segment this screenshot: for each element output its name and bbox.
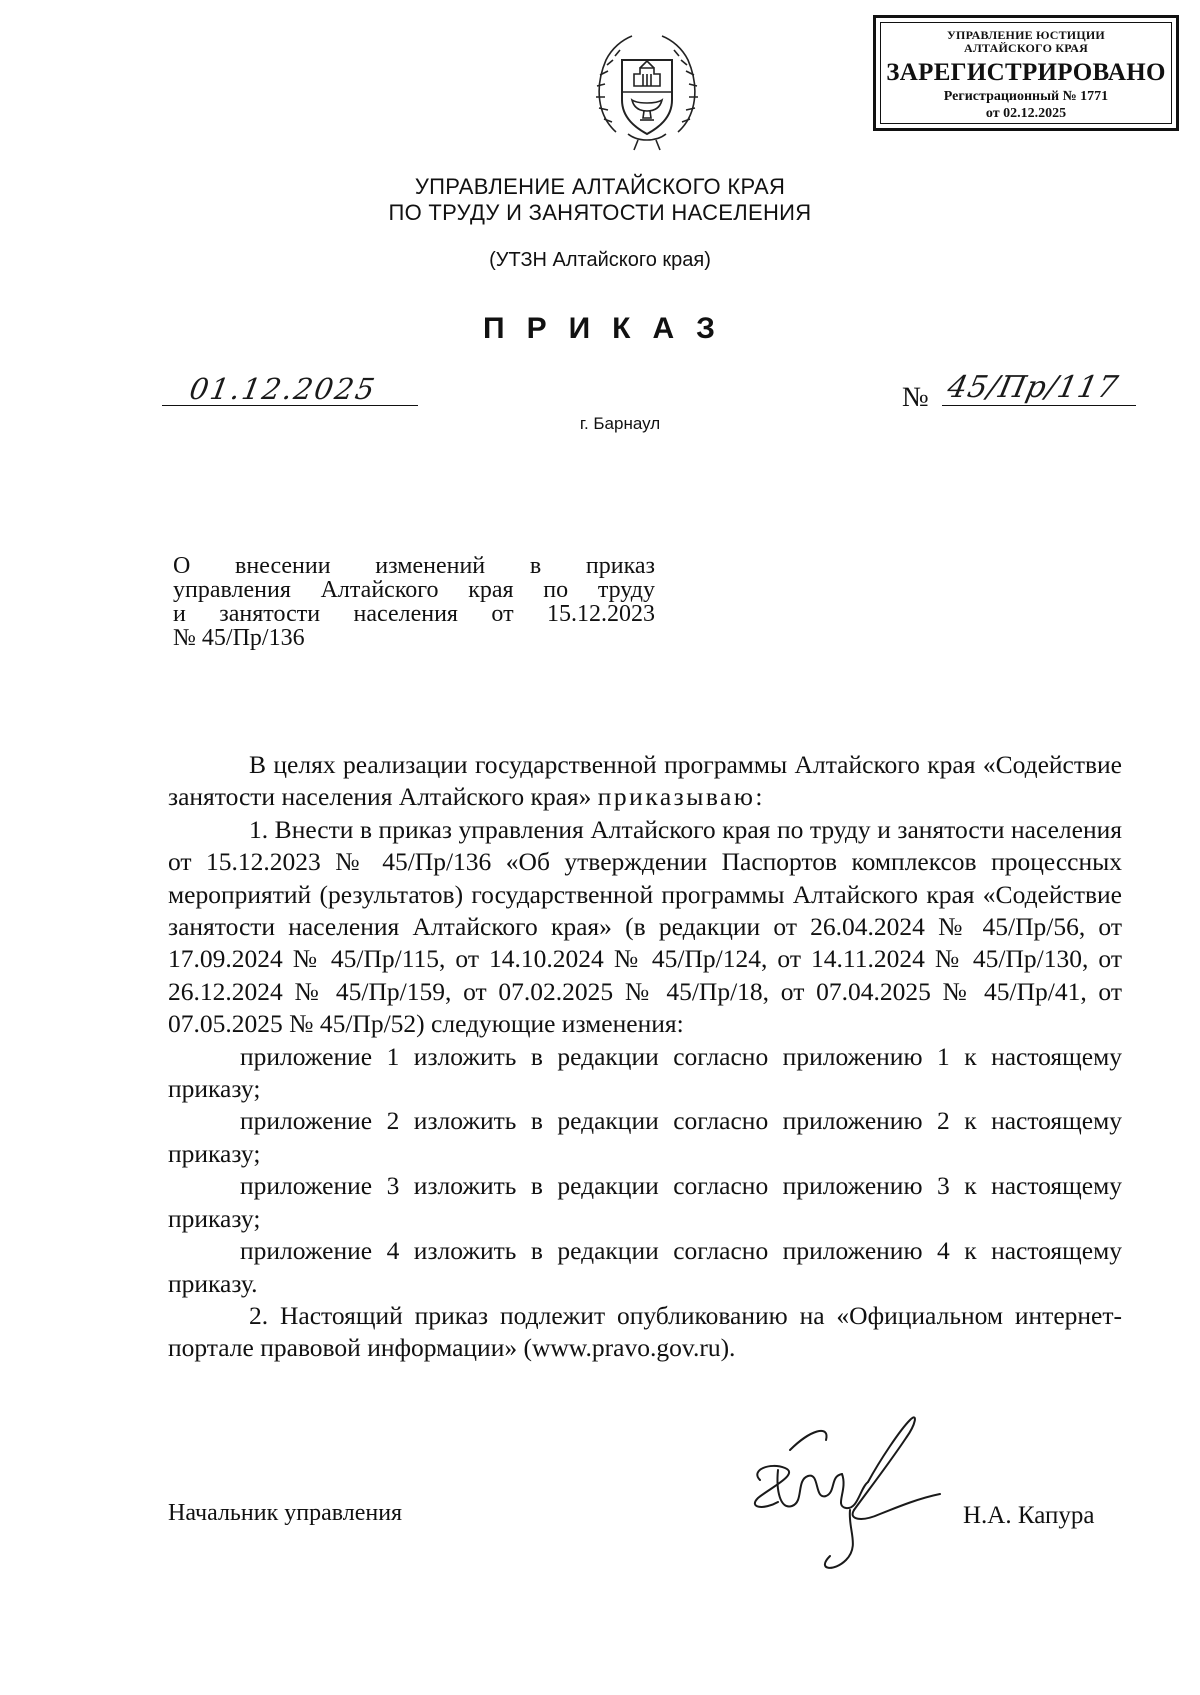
- order-date-field: [162, 373, 418, 417]
- org-name: [300, 174, 900, 226]
- city-name: г. Барнаул: [579, 414, 661, 433]
- coat-of-arms-icon: [588, 30, 706, 154]
- order-number-handwritten: 45/Пр/117: [944, 370, 1122, 405]
- order-number-label: №: [902, 382, 929, 413]
- stamp-reg-date: от 02.12.2025: [985, 106, 1067, 121]
- body-item-1: 1. Внести в приказ управления Алтайского края по труду и занятости населения от 15.12.2023 № 45/Пр/136 «Об утверждении Паспортов комплексов процессных мероприятий (результатов) государственной программы Алтайского края «Содействие занятости населения Алтайского края» (в редакции от 26.04.2024 № 45/Пр/56, от 17.09.2024 № 45/Пр/115, от 14.10.2024 № 45/Пр/124, от 14.11.2024 № 45/Пр/130, от 26.12.2024 № 45/Пр/159, от 07.02.2025 № 45/Пр/18, от 07.04.2025 № 45/Пр/41, от 07.05.2025 № 45/Пр/52) следующие изменения:: [168, 814, 1122, 1039]
- stamp-org-line1: УПРАВЛЕНИЕ ЮСТИЦИИ: [947, 28, 1105, 42]
- document-type-title: ПРИКАЗ: [483, 312, 737, 345]
- subject-line-2: управления Алтайского края по труду: [173, 577, 655, 603]
- org-short-name: (УТЗН Алтайского края): [489, 249, 711, 271]
- registration-stamp: [873, 15, 1179, 131]
- date-underline: [162, 405, 418, 406]
- body-subitem-4: приложение 4 изложить в редакции согласно приложению 4 к настоящему приказу.: [168, 1236, 1122, 1298]
- stamp-reg-number: Регистрационный № 1771: [943, 89, 1109, 104]
- org-name-line1: УПРАВЛЕНИЕ АЛТАЙСКОГО КРАЯ: [414, 174, 786, 199]
- body-subitem-3: приложение 3 изложить в редакции согласно приложению 3 к настоящему приказу;: [168, 1171, 1122, 1233]
- subject-line-3: и занятости населения от 15.12.2023: [173, 601, 655, 627]
- signatory-title: Начальник управления: [168, 1500, 403, 1526]
- order-number-field: [942, 372, 1136, 416]
- body-intro: [168, 749, 1122, 814]
- signatory-name: Н.А. Капура: [963, 1502, 1095, 1529]
- body-subitem-1: приложение 1 изложить в редакции согласно приложению 1 к настоящему приказу;: [168, 1041, 1122, 1104]
- order-date-handwritten: 01.12.2025: [187, 372, 380, 406]
- subject-line-1: О внесении изменений в приказ: [173, 553, 655, 579]
- body-subitem-2: приложение 2 изложить в редакции согласно приложению 2 к настоящему приказу;: [168, 1106, 1122, 1168]
- intro-verb: приказываю:: [597, 782, 766, 812]
- handwritten-signature-icon: [730, 1410, 950, 1590]
- order-body: [168, 749, 1122, 1365]
- subject-line-4: № 45/Пр/136: [173, 625, 305, 651]
- order-subject: [173, 554, 655, 650]
- body-item-2: 2. Настоящий приказ подлежит опубликованию на «Официальном интернет-портале правовой информации» (www.pravo.gov.ru).: [168, 1300, 1122, 1363]
- stamp-status: ЗАРЕГИСТРИРОВАНО: [886, 59, 1166, 86]
- intro-text: В целях реализации государственной программы Алтайского края «Содействие занятости населения Алтайского края»: [168, 750, 1122, 812]
- org-name-line2: ПО ТРУДУ И ЗАНЯТОСТИ НАСЕЛЕНИЯ: [388, 200, 812, 225]
- stamp-org-line2: АЛТАЙСКОГО КРАЯ: [964, 41, 1088, 55]
- number-underline: [942, 405, 1136, 406]
